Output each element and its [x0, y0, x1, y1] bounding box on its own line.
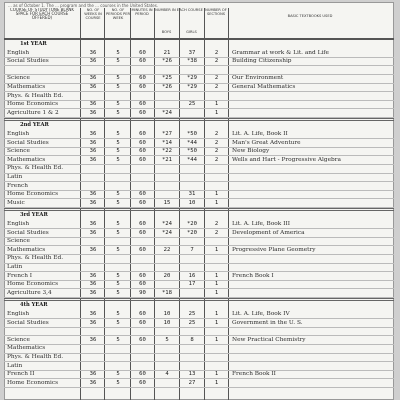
year-title: 1st YEAR	[20, 41, 47, 47]
cell-sections: 1	[214, 101, 219, 108]
cell-subject: Phys. & Health Ed.	[7, 354, 64, 360]
cell-subject: Social Studies	[7, 58, 49, 65]
cell-textbook: Lit. A. Life, Book IV	[232, 311, 290, 317]
cell-periods: 5	[116, 131, 120, 137]
cell-subject: English	[7, 49, 30, 56]
column-divider	[80, 8, 81, 400]
cell-periods: 5	[116, 319, 120, 326]
cell-periods: 5	[116, 84, 120, 90]
cell-girls: 27	[188, 379, 196, 386]
cell-periods: 5	[116, 311, 120, 317]
cell-weeks: 36	[89, 289, 97, 296]
cell-girls: 7	[190, 246, 194, 253]
cell-minutes: 60	[139, 246, 146, 253]
cell-subject: Agriculture 3,4	[7, 289, 52, 296]
cell-subject: Phys. & Health Ed.	[7, 165, 64, 172]
cell-subject: Latin	[7, 174, 23, 180]
cell-minutes: 60	[139, 131, 146, 137]
cell-sections: 2	[214, 75, 219, 82]
year-title: 3rd YEAR	[20, 212, 48, 219]
cell-textbook: New Practical Chemistry	[232, 336, 306, 343]
cell-weeks: 36	[89, 221, 97, 227]
cell-periods: 5	[116, 336, 120, 343]
cell-subject: Science	[7, 148, 30, 155]
cell-sections: 1	[214, 289, 219, 296]
cell-periods: 5	[116, 229, 120, 236]
cell-boys: *14	[161, 139, 173, 146]
enrollment-form-sheet	[4, 2, 394, 400]
cell-sections: 1	[214, 371, 219, 378]
cell-minutes: 60	[139, 191, 146, 198]
cell-periods: 5	[116, 221, 120, 227]
cell-girls: 37	[188, 49, 196, 56]
cell-subject: Phys. & Health Ed.	[7, 255, 64, 262]
cell-periods: 5	[116, 148, 120, 155]
cell-girls: 25	[188, 311, 196, 317]
cell-minutes: 60	[139, 58, 146, 65]
cell-minutes: 60	[139, 272, 146, 279]
column-divider	[228, 8, 229, 400]
cell-textbook: Lit. A. Life, Book III	[232, 221, 291, 227]
cell-subject: Mathematics	[7, 246, 46, 253]
row-rule	[4, 387, 394, 388]
header-boys: BOYS	[161, 30, 172, 34]
cell-weeks: 36	[89, 199, 97, 206]
cell-periods: 5	[116, 246, 120, 253]
cell-subject: Latin	[7, 362, 23, 369]
cell-textbook: New Biology	[232, 148, 270, 155]
cell-boys: 21	[163, 49, 171, 56]
cell-minutes: 60	[139, 75, 146, 82]
cell-minutes: 60	[139, 199, 146, 206]
cell-weeks: 36	[89, 109, 97, 116]
cell-girls: *29	[186, 84, 198, 90]
cell-subject: Phys. & Health Ed.	[7, 92, 64, 99]
cell-minutes: 90	[139, 289, 146, 296]
column-divider	[104, 8, 105, 400]
cell-periods: 5	[116, 199, 120, 206]
cell-minutes: 60	[139, 281, 146, 288]
cell-subject: Home Economics	[7, 379, 59, 386]
cell-girls: *44	[186, 139, 198, 146]
year-title: 2nd YEAR	[20, 122, 49, 129]
cell-boys: *27	[161, 131, 173, 137]
cell-boys: 10	[163, 311, 171, 317]
cell-minutes: 60	[139, 84, 146, 90]
cell-textbook: Man's Great Adventure	[232, 139, 301, 146]
header-girls: GIRLS	[186, 30, 197, 34]
cell-sections: 2	[214, 229, 219, 236]
cell-periods: 5	[116, 75, 120, 82]
cell-subject: Music	[7, 199, 25, 206]
cell-girls: 13	[188, 371, 196, 378]
cell-boys: 22	[163, 246, 171, 253]
cell-subject: French I	[7, 272, 33, 279]
cell-textbook: Grammar at work & Lit. and Life	[232, 49, 329, 56]
cell-periods: 5	[116, 371, 120, 378]
cell-sections: 2	[214, 139, 219, 146]
cell-sections: 2	[214, 156, 219, 163]
cell-sections: 1	[214, 311, 219, 317]
cell-textbook: Lit. A. Life, Book II	[232, 131, 288, 137]
cell-subject: Science	[7, 336, 30, 343]
cell-minutes: 60	[139, 319, 146, 326]
cell-weeks: 36	[89, 191, 97, 198]
cell-girls: 10	[188, 199, 196, 206]
cell-weeks: 36	[89, 379, 97, 386]
cell-sections: 1	[214, 281, 219, 288]
cell-girls: 17	[188, 281, 196, 288]
cell-weeks: 36	[89, 272, 97, 279]
cell-subject: Agriculture 1 & 2	[7, 109, 59, 116]
cell-weeks: 36	[89, 229, 97, 236]
cell-sections: 2	[214, 58, 219, 65]
cell-minutes: 60	[139, 49, 146, 56]
cell-sections: 2	[214, 131, 219, 137]
cell-boys: 20	[163, 272, 171, 279]
cell-sections: 1	[214, 199, 219, 206]
cell-girls: *44	[186, 156, 198, 163]
cell-boys: 15	[163, 199, 171, 206]
cell-weeks: 36	[89, 156, 97, 163]
cell-sections: 1	[214, 336, 219, 343]
cell-periods: 5	[116, 58, 120, 65]
cell-girls: 25	[188, 319, 196, 326]
cell-subject: Home Economics	[7, 281, 59, 288]
cell-weeks: 36	[89, 139, 97, 146]
cell-weeks: 36	[89, 75, 97, 82]
cell-boys: *24	[161, 229, 173, 236]
cell-textbook: Progressive Plane Geometry	[232, 246, 316, 253]
cell-subject: Science	[7, 238, 30, 245]
cell-textbook: Building Citizenship	[232, 58, 292, 65]
cell-boys: *21	[161, 156, 173, 163]
cell-periods: 5	[116, 379, 120, 386]
cell-sections: 1	[214, 246, 219, 253]
cell-weeks: 36	[89, 336, 97, 343]
cell-weeks: 36	[89, 371, 97, 378]
cell-subject: English	[7, 131, 30, 137]
cell-weeks: 36	[89, 58, 97, 65]
cell-boys: 5	[165, 336, 169, 343]
cell-subject: Social Studies	[7, 319, 49, 326]
cell-boys: *25	[161, 75, 173, 82]
header-sections: NUMBER OF SECTIONS	[205, 8, 227, 17]
cell-boys: *24	[161, 109, 173, 116]
cell-textbook: Wells and Hart - Progressive Algebra	[232, 156, 341, 163]
cell-subject: Latin	[7, 264, 23, 270]
cell-subject: Mathematics	[7, 156, 46, 163]
cell-subject: Social Studies	[7, 139, 49, 146]
cell-periods: 5	[116, 272, 120, 279]
cell-girls: *50	[186, 148, 198, 155]
cell-textbook: Our Environment	[232, 75, 284, 82]
cell-sections: 1	[214, 191, 219, 198]
cell-girls: 16	[188, 272, 196, 279]
cell-weeks: 36	[89, 131, 97, 137]
cell-periods: 5	[116, 191, 120, 198]
cell-subject: Home Economics	[7, 191, 59, 198]
header-weeks: NO. OF WEEKS IN COURSE	[84, 8, 102, 21]
cell-boys: *22	[161, 148, 173, 155]
cell-weeks: 36	[89, 311, 97, 317]
cell-weeks: 36	[89, 101, 97, 108]
cell-textbook: French Book II	[232, 371, 276, 378]
cell-sections: 2	[214, 49, 219, 56]
cell-minutes: 60	[139, 139, 146, 146]
cell-textbook: Government in the U. S.	[232, 319, 303, 326]
cell-subject: Social Studies	[7, 229, 49, 236]
cell-periods: 5	[116, 281, 120, 288]
cell-subject: English	[7, 221, 30, 227]
cell-sections: 2	[214, 148, 219, 155]
cell-girls: *29	[186, 75, 198, 82]
cell-girls: *50	[186, 131, 198, 137]
cell-sections: 2	[214, 221, 219, 227]
cell-boys: *18	[161, 289, 173, 296]
cell-weeks: 36	[89, 49, 97, 56]
cell-minutes: 60	[139, 156, 146, 163]
cell-weeks: 36	[89, 281, 97, 288]
header-minutes: MINUTES IN PERIOD	[131, 8, 153, 17]
cell-subject: Mathematics	[7, 345, 46, 352]
cell-minutes: 60	[139, 221, 146, 227]
cell-minutes: 60	[139, 371, 146, 378]
cell-subject: French II	[7, 371, 35, 378]
cell-subject: Mathematics	[7, 84, 46, 90]
cell-weeks: 36	[89, 319, 97, 326]
cell-boys: 4	[165, 371, 169, 378]
cell-sections: 2	[214, 84, 219, 90]
cell-weeks: 36	[89, 84, 97, 90]
cell-periods: 5	[116, 139, 120, 146]
header-course: COURSE OF STUDY (ONE BLANK SPACE FOR EACH COURSE OFFERED)	[9, 8, 75, 21]
header-periods: NO. OF PERIODS PER WEEK	[106, 8, 130, 21]
cell-boys: *26	[161, 58, 173, 65]
cell-weeks: 36	[89, 246, 97, 253]
cell-minutes: 60	[139, 336, 146, 343]
cell-sections: 1	[214, 272, 219, 279]
cell-weeks: 36	[89, 148, 97, 155]
cell-subject: Science	[7, 75, 30, 82]
cell-sections: 1	[214, 319, 219, 326]
cell-textbook: General Mathematics	[232, 84, 296, 90]
cell-subject: English	[7, 311, 30, 317]
cell-girls: *38	[186, 58, 198, 65]
cell-textbook: French Book I	[232, 272, 274, 279]
cell-girls: 31	[188, 191, 196, 198]
cell-periods: 5	[116, 289, 120, 296]
header-textbooks: BASIC TEXTBOOKS USED	[287, 14, 333, 18]
year-title: 4th YEAR	[20, 302, 48, 309]
cell-minutes: 60	[139, 379, 146, 386]
cell-minutes: 60	[139, 101, 146, 108]
cell-minutes: 60	[139, 229, 146, 236]
cell-periods: 5	[116, 156, 120, 163]
header-enrolled: NUMBER IN EACH COURSE	[155, 8, 203, 12]
cell-periods: 5	[116, 101, 120, 108]
cell-textbook: Development of America	[232, 229, 305, 236]
cell-girls: 25	[188, 101, 196, 108]
cell-sections: 1	[214, 379, 219, 386]
cell-periods: 5	[116, 49, 120, 56]
cell-boys: *26	[161, 84, 173, 90]
cell-subject: French	[7, 182, 28, 189]
cell-girls: *20	[186, 221, 198, 227]
cell-girls: *20	[186, 229, 198, 236]
cell-minutes: 60	[139, 109, 146, 116]
cell-girls: 8	[190, 336, 194, 343]
top-text: ... as of October 1. The ... program and the ... courses in the United States.	[8, 3, 159, 8]
cell-subject: Home Economics	[7, 101, 59, 108]
cell-boys: 10	[163, 319, 171, 326]
cell-sections: 1	[214, 109, 219, 116]
cell-periods: 5	[116, 109, 120, 116]
cell-boys: *24	[161, 221, 173, 227]
cell-minutes: 60	[139, 311, 146, 317]
cell-minutes: 60	[139, 148, 146, 155]
